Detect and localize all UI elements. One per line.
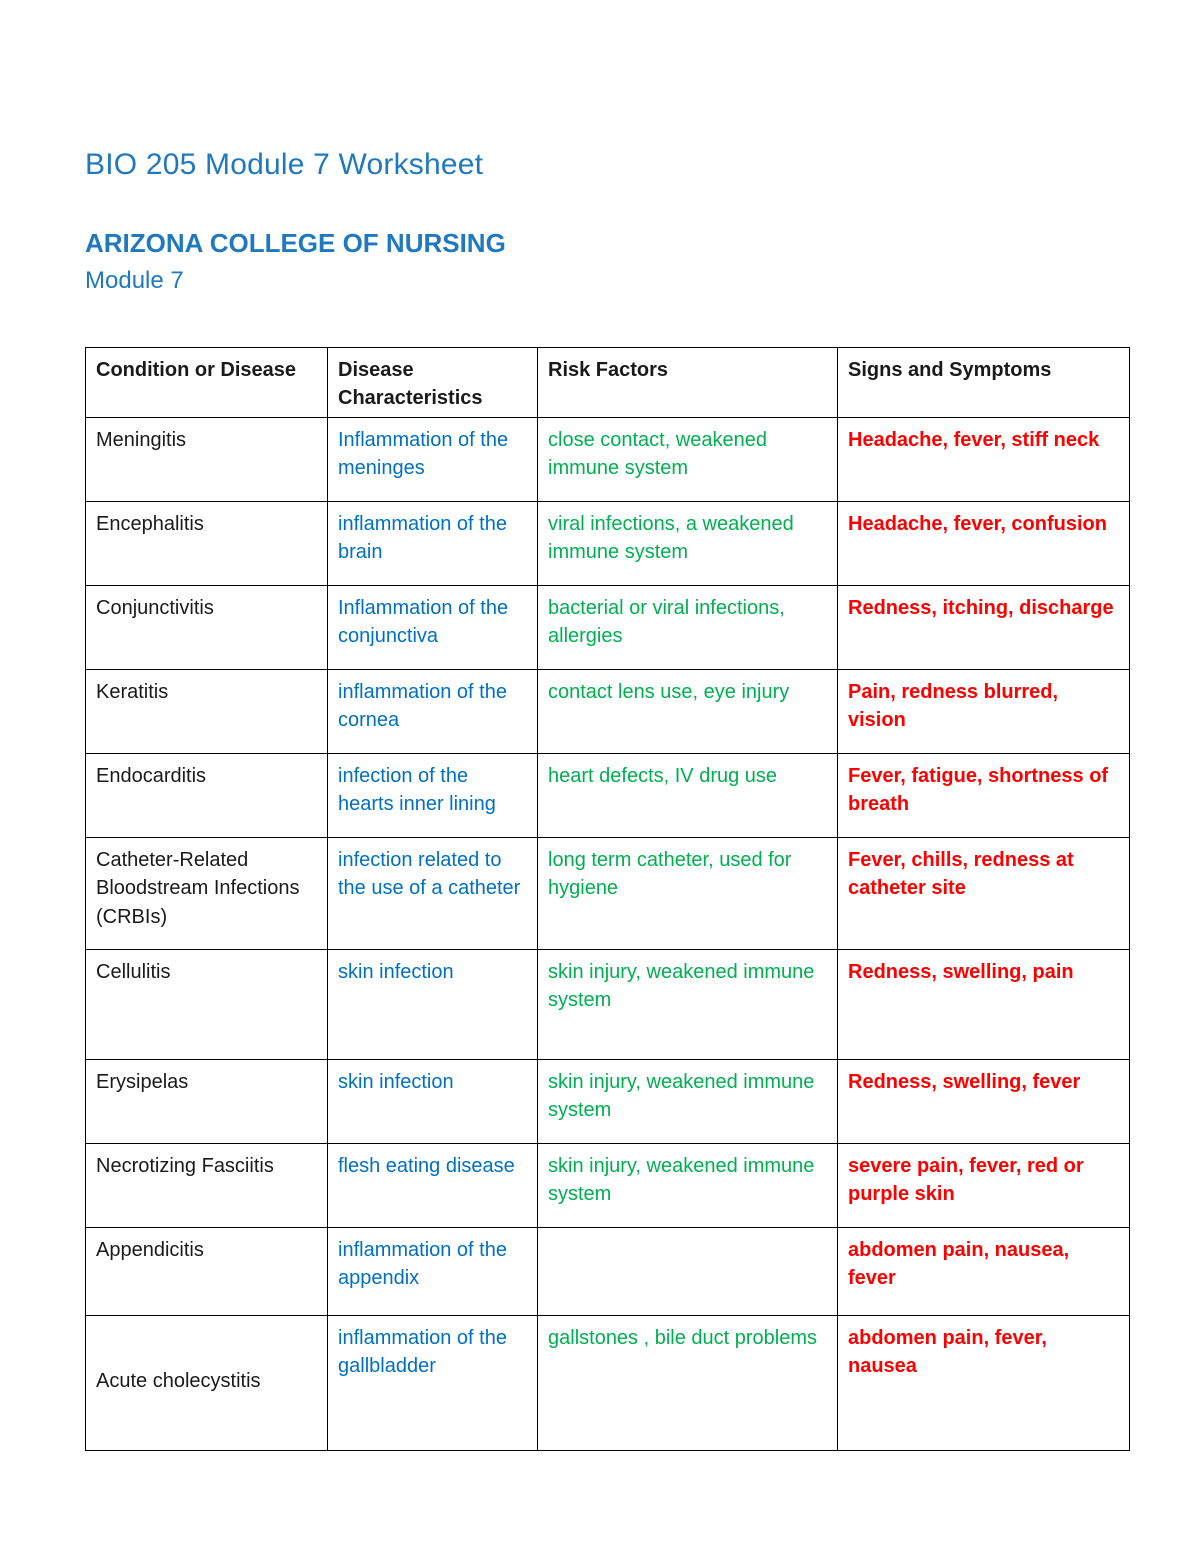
cell-characteristics: infection of the hearts inner lining xyxy=(328,753,538,837)
cell-condition: Erysipelas xyxy=(86,1059,328,1143)
cell-condition: Acute cholecystitis xyxy=(86,1315,328,1450)
cell-signs: Pain, redness blurred, vision xyxy=(838,669,1130,753)
disease-table xyxy=(85,347,1130,1451)
cell-risk-factors: contact lens use, eye injury xyxy=(538,669,838,753)
cell-risk-factors: skin injury, weakened immune system xyxy=(538,949,838,1059)
cell-signs: Headache, fever, stiff neck xyxy=(838,417,1130,501)
cell-characteristics: Inflammation of the meninges xyxy=(328,417,538,501)
page-subtitle2: Module 7 xyxy=(85,267,184,294)
cell-condition: Encephalitis xyxy=(86,501,328,585)
cell-risk-factors: long term catheter, used for hygiene xyxy=(538,837,838,949)
cell-characteristics: inflammation of the cornea xyxy=(328,669,538,753)
cell-characteristics: inflammation of the gallbladder xyxy=(328,1315,538,1450)
cell-risk-factors: close contact, weakened immune system xyxy=(538,417,838,501)
cell-risk-factors: gallstones , bile duct problems xyxy=(538,1315,838,1450)
cell-condition: Catheter-Related Bloodstream Infections (CRBIs) xyxy=(86,837,328,949)
table-header-row xyxy=(86,348,1130,418)
cell-signs: abdomen pain, nausea, fever xyxy=(838,1227,1130,1315)
table-row xyxy=(86,585,1130,669)
cell-risk-factors: heart defects, IV drug use xyxy=(538,753,838,837)
cell-characteristics: inflammation of the brain xyxy=(328,501,538,585)
cell-condition: Meningitis xyxy=(86,417,328,501)
cell-condition: Appendicitis xyxy=(86,1227,328,1315)
table-row xyxy=(86,1059,1130,1143)
cell-condition: Conjunctivitis xyxy=(86,585,328,669)
table-row xyxy=(86,949,1130,1059)
table-row xyxy=(86,669,1130,753)
cell-characteristics: inflammation of the appendix xyxy=(328,1227,538,1315)
table-row xyxy=(86,417,1130,501)
cell-characteristics: skin infection xyxy=(328,949,538,1059)
table-row xyxy=(86,753,1130,837)
cell-signs: Redness, swelling, fever xyxy=(838,1059,1130,1143)
table-body xyxy=(86,417,1130,1450)
cell-characteristics: flesh eating disease xyxy=(328,1143,538,1227)
header-risk-factors: Risk Factors xyxy=(538,348,838,418)
cell-signs: Redness, itching, discharge xyxy=(838,585,1130,669)
table-row xyxy=(86,837,1130,949)
cell-risk-factors: viral infections, a weakened immune system xyxy=(538,501,838,585)
cell-risk-factors xyxy=(538,1227,838,1315)
cell-signs: Fever, fatigue, shortness of breath xyxy=(838,753,1130,837)
header-signs: Signs and Symptoms xyxy=(838,348,1130,418)
table-row xyxy=(86,1315,1130,1450)
cell-risk-factors: skin injury, weakened immune system xyxy=(538,1143,838,1227)
cell-signs: severe pain, fever, red or purple skin xyxy=(838,1143,1130,1227)
cell-condition: Keratitis xyxy=(86,669,328,753)
page-title: BIO 205 Module 7 Worksheet xyxy=(85,148,484,181)
table-row xyxy=(86,1227,1130,1315)
cell-characteristics: skin infection xyxy=(328,1059,538,1143)
cell-risk-factors: bacterial or viral infections, allergies xyxy=(538,585,838,669)
cell-signs: abdomen pain, fever, nausea xyxy=(838,1315,1130,1450)
cell-characteristics: infection related to the use of a catheter xyxy=(328,837,538,949)
cell-signs: Redness, swelling, pain xyxy=(838,949,1130,1059)
table-row xyxy=(86,501,1130,585)
cell-signs: Headache, fever, confusion xyxy=(838,501,1130,585)
cell-condition: Necrotizing Fasciitis xyxy=(86,1143,328,1227)
header-condition: Condition or Disease xyxy=(86,348,328,418)
page-subtitle: ARIZONA COLLEGE OF NURSING xyxy=(85,228,506,258)
cell-signs: Fever, chills, redness at catheter site xyxy=(838,837,1130,949)
cell-risk-factors: skin injury, weakened immune system xyxy=(538,1059,838,1143)
cell-condition: Cellulitis xyxy=(86,949,328,1059)
cell-condition: Endocarditis xyxy=(86,753,328,837)
header-characteristics: Disease Characteristics xyxy=(328,348,538,418)
cell-characteristics: Inflammation of the conjunctiva xyxy=(328,585,538,669)
table-row xyxy=(86,1143,1130,1227)
